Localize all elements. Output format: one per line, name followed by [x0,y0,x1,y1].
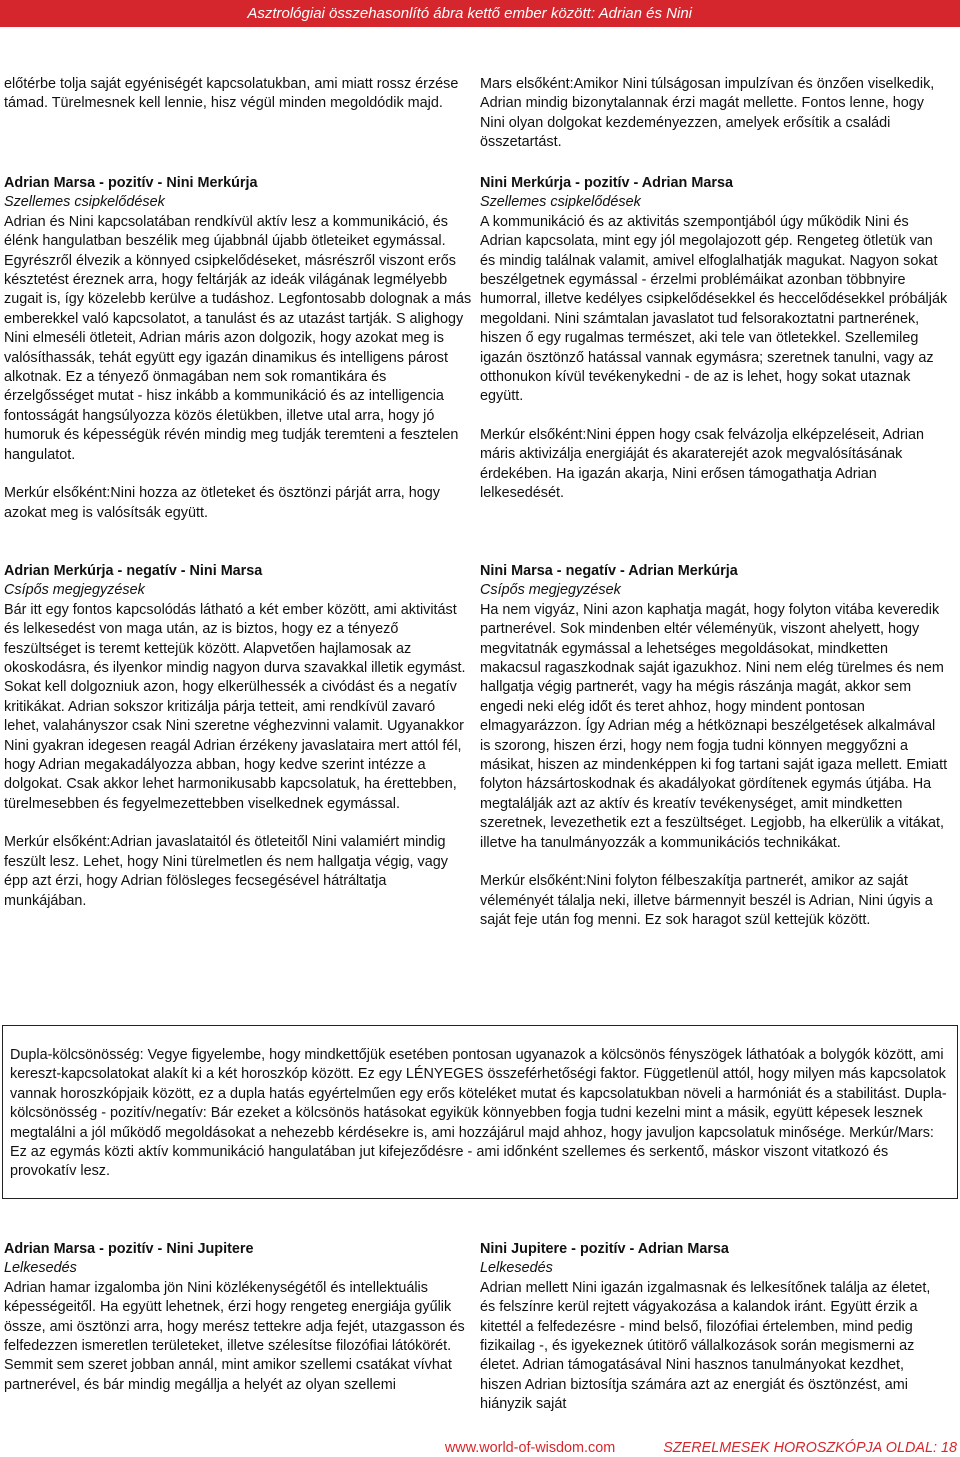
footer-url-link[interactable]: www.world-of-wisdom.com [444,1440,616,1456]
section-body: A kommunikáció és az aktivitás szempontjából úgy működik Nini és Adrian kapcsolata, mint egy jól megolajozott gép. Rengeteg ötletük van és mindig találnak valamit, amivel elfoglalhatják magukat. Nagyon sokat beszélgetnek egymással - érzelmi problémáikat azonban többnyire humorral, illetve kedélyes csipkelődésekkel és heccelődésekkel próbálják megoldani. Nini számtalan javaslatot tud felsorakoztatni partnerének, hiszen ő egy rugalmas természet, aki tele van ötletekkel. Szellemileg igazán ösztönző hatással vannak egymásra; szeretnek tanulni, vagy az otthonukon kívül tevékenykedni - de az is lehet, hogy sokat utaznak együtt. [480,213,948,405]
section-title: Adrian Merkúrja - negatív - Nini Marsa [4,563,263,579]
section-body: Adrian hamar izgalomba jön Nini közlékenységétől és intellektuális képességeitől. Ha együtt lehetnek, érzi hogy rengeteg energiája gyűlik össze, ami ösztönzi arra, hogy merész tettekre adja fejét, utazgasson és felfedezzen ismeretlen területeket, illetve szélesítse filozófiai látókörét. Semmit sem szeret jobban annál, mint amikor szellemi csatákat vívhat partnerével, és bár mindig megállja a helyét az olyan szellemi [4,1279,465,1393]
document-header [0,0,960,27]
double-reciprocity-box [2,1025,958,1199]
page-footer [445,1439,957,1457]
section-nini-mars-adrian-merkur [480,562,948,930]
section-body: Adrian és Nini kapcsolatában rendkívül aktív lesz a kommunikáció, és élénk hangulatban beszélik meg újabbnál újabb ötleteiket egymással. Egyrészről élvezik a könnyed csipkelődéseket, másrészről viszont erős késztetést éreznek arra, hogy feltárják az ideák világának legmélyebb zugait is, így közelebb kerülve a tudáshoz. Legfontosabb dolognak a más emberekkel való kapcsolatot, a tanulást és az utazást tartják. S alighogy Nini elmeséli ötleteit, Adrian máris azon dolgozik, hogy azokat meg is valósíthassák, tehát együtt egy igazán dinamikus és intelligens párost alkotnak. Ez a tényező önmagában nem sok romantikára és érzelgősséget mutat - hisz inkább a kommunikáció és az intelligencia fontosságát hangsúlyozza közös életükben, illetve utal arra, hogy jó humoruk és képességük révén mindig meg tudják teremteni a fesztelen hangulatot. [4,213,472,463]
right-intro [480,75,948,153]
double-reciprocity-text: Dupla-kölcsönösség: Vegye figyelembe, hogy mindkettőjük esetében pontosan ugyanazok a kölcsönös fényszögek láthatóak a bolygók között, ami kereszt-kapcsolatokat alakít ki a két horoszkóp között. Ez egy LÉNYEGES összeférhetőségi faktor. Függetlenül attól, hogy milyen más kapcsolatok vannak horoszkópjaik között, ez a dupla hatás egyértelműen egy erős köteléket mutat és kapcsolatukban növeli a harmóniát és a stabilitást. Dupla-kölcsönösség - pozitív/negatív: Bár ezeket a kölcsönös hatásokat egyikük könnyebben fogja tudni kezelni mint a másik, együtt képesek lesznek megtalálni a jól működő megoldásokat a nehezebb kérdésekre is, ami hozzájárul majd ahhoz, hogy javuljon kapcsolatuk minősége. Merkúr/Mars: Ez az egymás közti aktív kommunikáció hangulatában jut kifejeződésre - ami időnként szellemes és serkentő, máskor viszont vitatkozó és provokatív lesz. [10,1047,947,1180]
section-adrian-mars-nini-merkur [4,174,472,523]
section-title: Nini Marsa - negatív - Adrian Merkúrja [480,563,738,579]
section-nini-jupiter-adrian-mars [480,1240,948,1415]
section-adrian-merkur-nini-mars [4,562,472,911]
section-title: Adrian Marsa - pozitív - Nini Jupitere [4,1241,254,1257]
section-subtitle: Szellemes csipkelődések [480,194,641,211]
section-adrian-mars-nini-jupiter [4,1240,472,1395]
left-intro [4,75,472,114]
section-subtitle: Lelkesedés [480,1260,553,1277]
section-subtitle: Lelkesedés [4,1260,77,1277]
section-body: Adrian mellett Nini igazán izgalmasnak és lelkesítőnek találja az életet, és felszínre kerül rejtett vágyakozása a kalandok iránt. Együtt érzik a kitettél a felfedezésre - mind belső, filozófiai értelemben, mind pedig fizikailag -, és igyekeznek útitörő vállalkozások során megismerni az életet. Adrian támogatásával Nini hasznos tanulmányokat kezdhet, hiszen Adrian biztosítja számára azt az energiát és ösztönzést, ami hiányzik saját [480,1279,931,1413]
section-note: Merkúr elsőként:Adrian javaslataitól és ötleteitől Nini valamiért mindig feszült lesz. Lehet, hogy Nini türelmetlen és nem hallgatja végig, vagy épp azt érzi, hogy Adrian fölösleges fecsegésével hátráltatja munkájában. [4,834,448,909]
right-intro-text: Mars elsőként:Amikor Nini túlságosan impulzívan és önzően viselkedik, Adrian mindig bizonytalannak érzi magát mellette. Fontos lenne, hogy Nini olyan dolgokat kezdeményezzen, amelyek erősítik a családi összetartást. [480,76,935,151]
header-title: Asztrológiai összehasonlító ábra kettő ember között: Adrian és Nini [247,5,692,22]
footer-page-number: SZERELMESEK HOROSZKÓPJA OLDAL: 18 [663,1440,957,1456]
section-note: Merkúr elsőként:Nini folyton félbeszakítja partnerét, amikor az saját véleményét tálalja neki, illetve bármennyit beszél is Adrian, Nini úgyis a saját feje után fog menni. Ez sok haragot szül kettejük között. [480,873,933,928]
section-title: Nini Jupitere - pozitív - Adrian Marsa [480,1241,729,1257]
section-note: Merkúr elsőként:Nini éppen hogy csak felvázolja elképzeléseit, Adrian máris aktivizálja energiáját és akaraterejét azok megvalósításának érdekében. Ha igazán akarja, Nini erősen támogathatja Adrian lelkesedését. [480,426,924,502]
left-intro-text: előtérbe tolja saját egyéniségét kapcsolatukban, ami miatt rossz érzése támad. Türelmesnek kell lennie, hisz végül minden megoldódik majd. [4,76,459,112]
section-note: Merkúr elsőként:Nini hozza az ötleteket és ösztönzi párját arra, hogy azokat meg is valósítsák együtt. [4,485,440,521]
section-subtitle: Csípős megjegyzések [480,582,621,599]
section-body: Ha nem vigyáz, Nini azon kaphatja magát, hogy folyton vitába keveredik partnerével. Sok mindenben eltér véleményük, viszont ahelyett, hogy megvitatnák egymással a lehetséges megoldásokat, mindketten makacsul ragaszkodnak saját igazukhoz. Nini nem elég türelmes és nem hallgatja végig partnerét, vagy ha mégis rászánja magát, akkor sem engedi neki elég időt és teret ahhoz, hogy mindent pontosan elmagyarázzon. Így Adrian még a hétköznapi beszélgetések alkalmával is szorong, hiszen érzi, hogy nem fogja tudni könnyen meggyőzni a másikat, hiszen az mindenképpen ki fog tartani saját igaza mellett. Emiatt folyton házsártoskodnak és akadályokat gördítenek egymás útjába. Ha megtalálják azt az aktív és kreatív tevékenységet, amit mindketten szeretnek, levezethetik ezt a feszültséget. Legjobb, ha elkerülik a vitákat, illetve ha tanulmányozzák a kommunikációs technikákat. [480,601,948,851]
section-body: Bár itt egy fontos kapcsolódás látható a két ember között, ami aktivitást és lelkesedést von maga után, az is biztos, hogy ez a tényező feszültséget is teremt kettejük között. Alapvetően hajlamosak az okoskodásra, és ilyenkor mindig nagyon durva szavakkal illetik egymást. Sokat kell dolgozniuk azon, hogy elkerülhessék a civódást és a negatív kritikákat. Adrian sokszor kritizálja párja tetteit, ami rendkívül zavaró lehet, valahányszor csak Nini szeretne véghezvinni valamit. Ugyanakkor Nini gyakran idegesen reagál Adrian érzékeny javaslataira mert attól fél, hogy Adrian megakadályozza abban, hogy kedve szerint intézze a dolgokat. Csak akkor lehet harmonikusabb kapcsolatuk, ha érettebben, türelmesebben és fegyelmezettebben viselkednek egymással. [4,601,466,812]
section-subtitle: Csípős megjegyzések [4,582,145,599]
section-subtitle: Szellemes csipkelődések [4,194,165,211]
section-title: Nini Merkúrja - pozitív - Adrian Marsa [480,175,733,191]
section-title: Adrian Marsa - pozitív - Nini Merkúrja [4,175,258,191]
section-nini-merkur-adrian-mars [480,174,948,504]
